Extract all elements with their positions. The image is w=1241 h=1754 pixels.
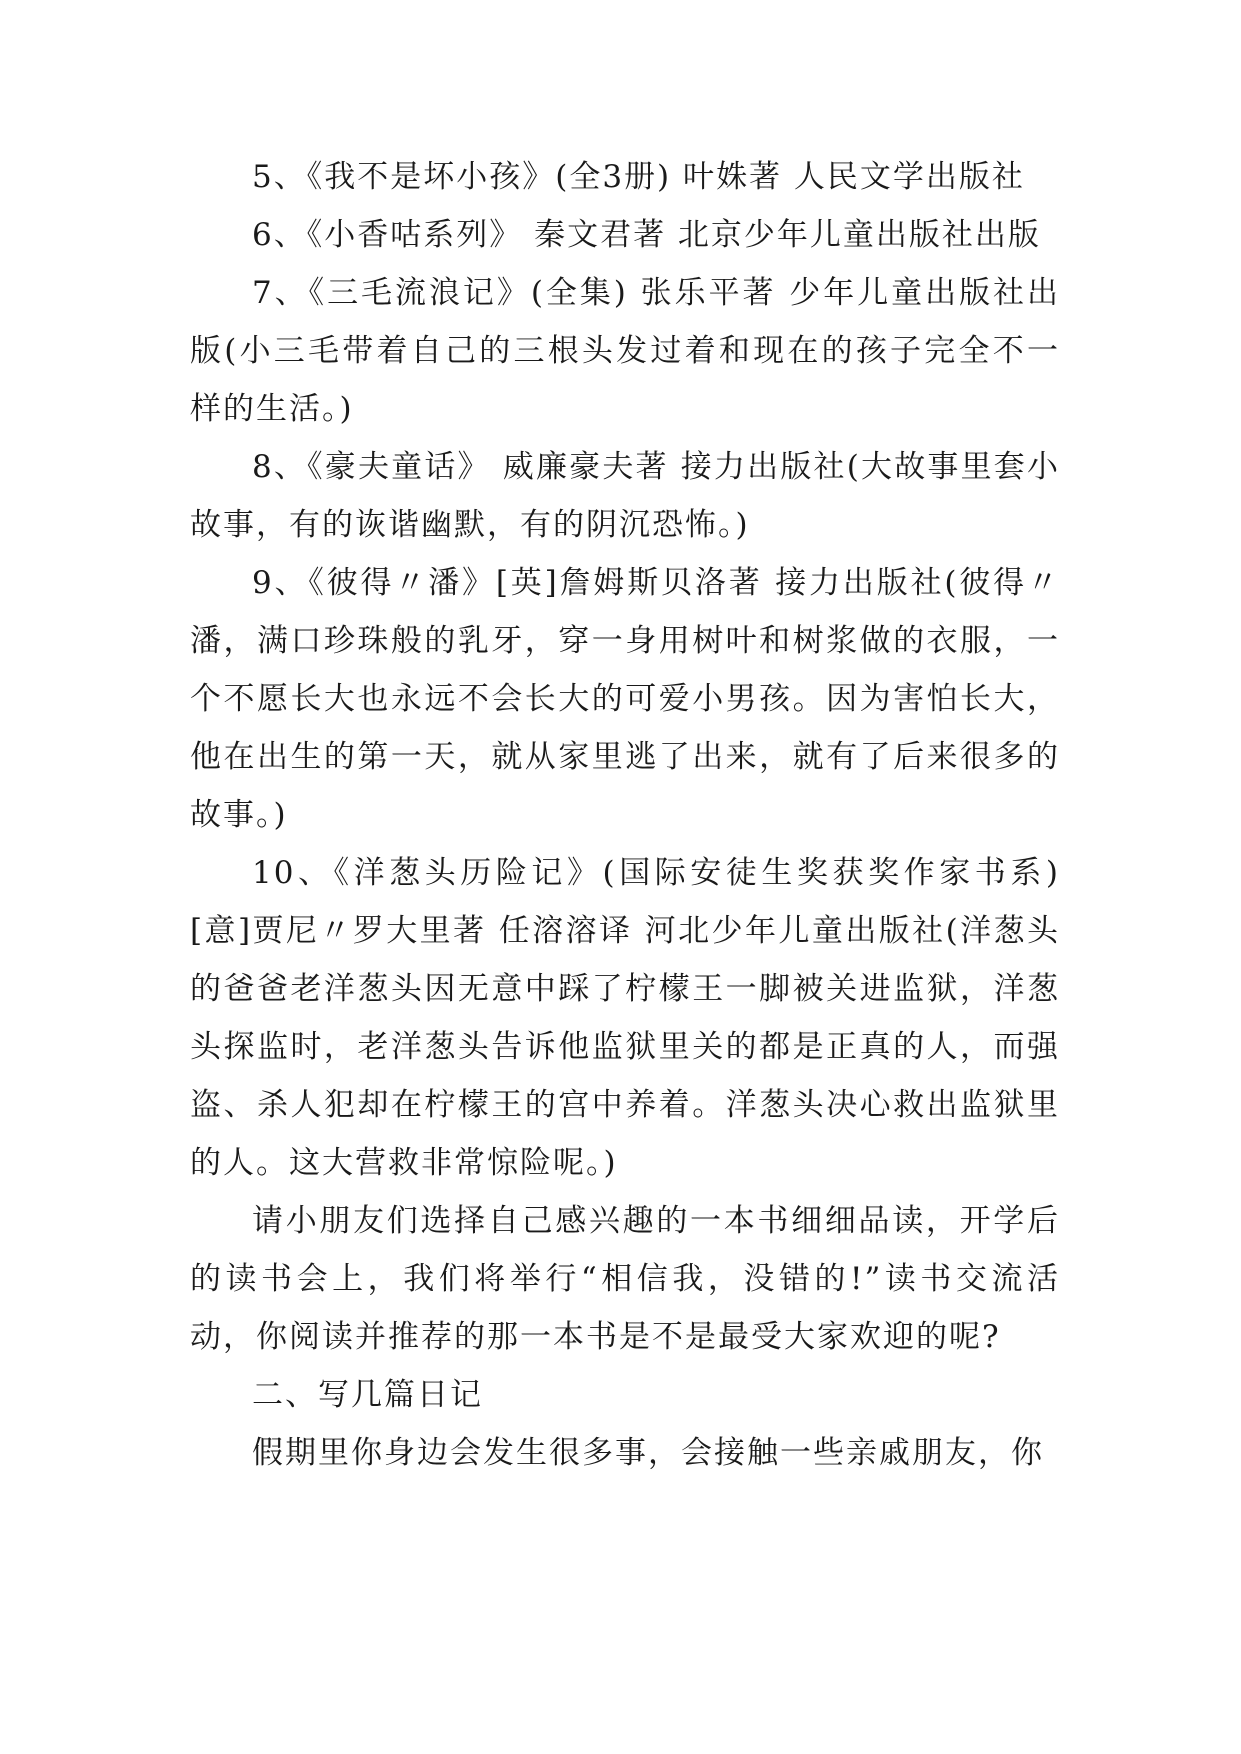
book-item-5: 5、《我不是坏小孩》(全3册) 叶姝著 人民文学出版社: [252, 159, 1025, 195]
book-item-6: 6、《小香咕系列》 秦文君著 北京少年儿童出版社出版: [252, 217, 1041, 253]
reading-instructions: 请小朋友们选择自己感兴趣的一本书细细品读，开学后的读书会上，我们将举行“相信我，没错的!”读书交流活动，你阅读并推荐的那一本书是不是最受大家欢迎的呢?: [190, 1203, 1060, 1355]
section-heading-diary: 二、写几篇日记: [252, 1377, 483, 1413]
book-item-10: 10、《洋葱头历险记》(国际安徒生奖获奖作家书系) [意]贾尼〃罗大里著 任溶溶译 河北少年儿童出版社(洋葱头的爸爸老洋葱头因无意中踩了柠檬王一脚被关进监狱，洋葱头探监时，老洋葱头告诉他监狱里关的都是正真的人，而强盗、杀人犯却在柠檬王的宫中养着。洋葱头决心救出监狱里的人。这大营救非常惊险呢。): [190, 855, 1060, 1181]
book-item-8: 8、《豪夫童话》 威廉豪夫著 接力出版社(大故事里套小故事，有的诙谐幽默，有的阴沉恐怖。): [190, 449, 1060, 543]
book-item-7: 7、《三毛流浪记》(全集) 张乐平著 少年儿童出版社出版(小三毛带着自己的三根头发过着和现在的孩子完全不一样的生活。): [190, 275, 1060, 427]
diary-intro: 假期里你身边会发生很多事，会接触一些亲戚朋友，你: [252, 1435, 1044, 1471]
document-body: [190, 148, 1060, 1482]
book-item-9: 9、《彼得〃潘》[英]詹姆斯贝洛著 接力出版社(彼得〃潘，满口珍珠般的乳牙，穿一身用树叶和树浆做的衣服，一个不愿长大也永远不会长大的可爱小男孩。因为害怕长大，他在出生的第一天，就从家里逃了出来，就有了后来很多的故事。): [190, 565, 1060, 833]
